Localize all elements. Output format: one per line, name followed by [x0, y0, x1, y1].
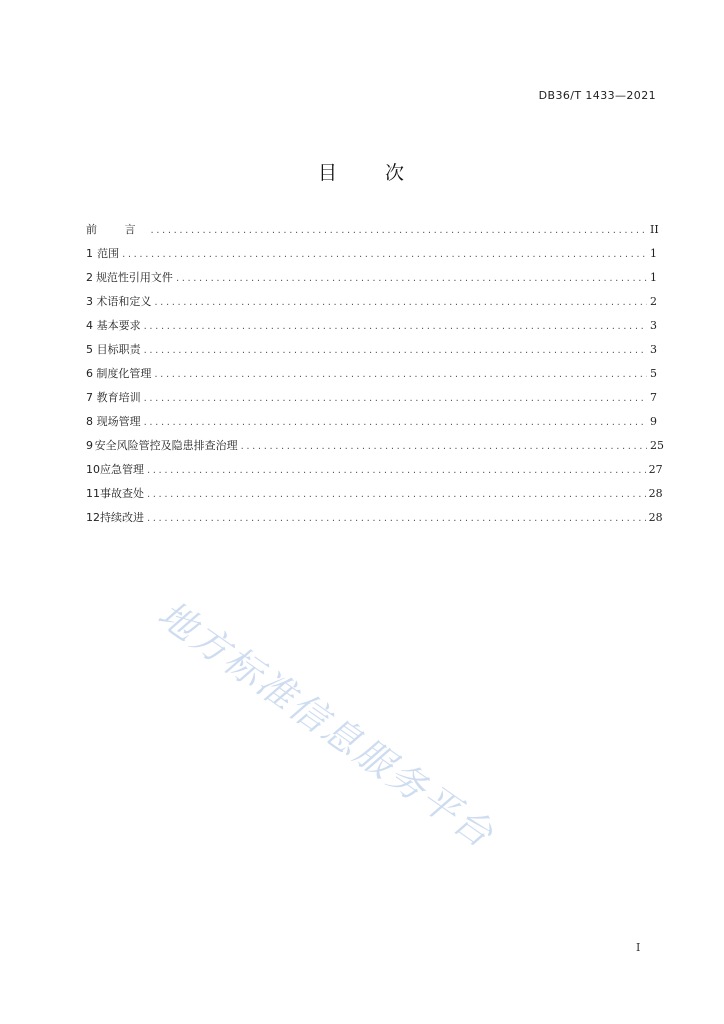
dot-leader [144, 345, 647, 356]
toc-entry-title: 制度化管理 [96, 367, 152, 380]
dot-leader [122, 249, 647, 260]
toc-entry-page: 27 [648, 463, 663, 476]
toc-entry-page: II [650, 223, 659, 236]
toc-entry-number: 3 [86, 295, 93, 308]
dot-leader [144, 393, 647, 404]
page-number: I [636, 941, 641, 954]
table-of-contents [86, 221, 664, 533]
toc-entry-number: 8 [86, 415, 93, 428]
toc-entry-page: 25 [650, 439, 664, 452]
toc-entry-title: 基本要求 [96, 319, 141, 332]
toc-entry-5[interactable] [86, 341, 656, 365]
toc-entry-number: 2 [86, 271, 93, 284]
toc-entry-page: 5 [650, 367, 657, 380]
toc-entry-number: 4 [86, 319, 93, 332]
toc-entry-2[interactable] [86, 269, 656, 293]
toc-entry-9[interactable] [86, 437, 664, 461]
toc-entry-preface[interactable] [86, 221, 659, 245]
toc-entry-title: 规范性引用文件 [95, 271, 173, 284]
toc-entry-10[interactable] [86, 461, 663, 485]
toc-entry-page: 28 [648, 487, 663, 500]
toc-entry-title: 教育培训 [96, 391, 141, 404]
dot-leader [176, 273, 647, 284]
toc-entry-number: 5 [86, 343, 93, 356]
toc-entry-title: 现场管理 [96, 415, 141, 428]
toc-entry-number: 1 [86, 247, 93, 260]
toc-entry-1[interactable] [86, 245, 656, 269]
toc-entry-page: 1 [650, 271, 657, 284]
dot-leader [147, 489, 646, 500]
toc-entry-title: 目标职责 [96, 343, 141, 356]
toc-entry-number: 9 [86, 439, 93, 452]
dot-leader [147, 465, 646, 476]
dot-leader [144, 321, 647, 332]
toc-entry-4[interactable] [86, 317, 656, 341]
dot-leader [147, 513, 646, 524]
toc-entry-number: 10 [86, 463, 100, 476]
toc-entry-6[interactable] [86, 365, 656, 389]
toc-entry-title: 范围 [97, 247, 120, 260]
toc-entry-8[interactable] [86, 413, 656, 437]
toc-entry-title: 安全风险管控及隐患排查治理 [94, 439, 238, 452]
dot-leader [154, 297, 647, 308]
toc-entry-title: 持续改进 [100, 511, 144, 524]
toc-entry-7[interactable] [86, 389, 656, 413]
dot-leader [154, 369, 647, 380]
toc-entry-title: 前 言 [86, 223, 148, 236]
toc-entry-page: 2 [650, 295, 657, 308]
watermark: 地方标准信息服务平台 [150, 592, 503, 858]
toc-entry-title: 事故查处 [100, 487, 144, 500]
toc-entry-page: 28 [648, 511, 663, 524]
dot-leader [151, 225, 648, 236]
toc-entry-11[interactable] [86, 485, 663, 509]
document-code: DB36/T 1433—2021 [538, 89, 656, 102]
toc-entry-page: 9 [650, 415, 657, 428]
dot-leader [241, 441, 647, 452]
toc-entry-number: 11 [86, 487, 100, 500]
toc-entry-title: 应急管理 [100, 463, 144, 476]
toc-entry-page: 1 [650, 247, 657, 260]
toc-entry-title: 术语和定义 [96, 295, 152, 308]
toc-entry-page: 3 [650, 343, 657, 356]
toc-entry-3[interactable] [86, 293, 656, 317]
toc-entry-number: 6 [86, 367, 93, 380]
toc-heading: 目 次 [317, 162, 407, 184]
toc-entry-12[interactable] [86, 509, 663, 533]
dot-leader [144, 417, 647, 428]
toc-entry-page: 7 [650, 391, 657, 404]
toc-entry-number: 12 [86, 511, 100, 524]
toc-entry-page: 3 [650, 319, 657, 332]
toc-entry-number: 7 [86, 391, 93, 404]
